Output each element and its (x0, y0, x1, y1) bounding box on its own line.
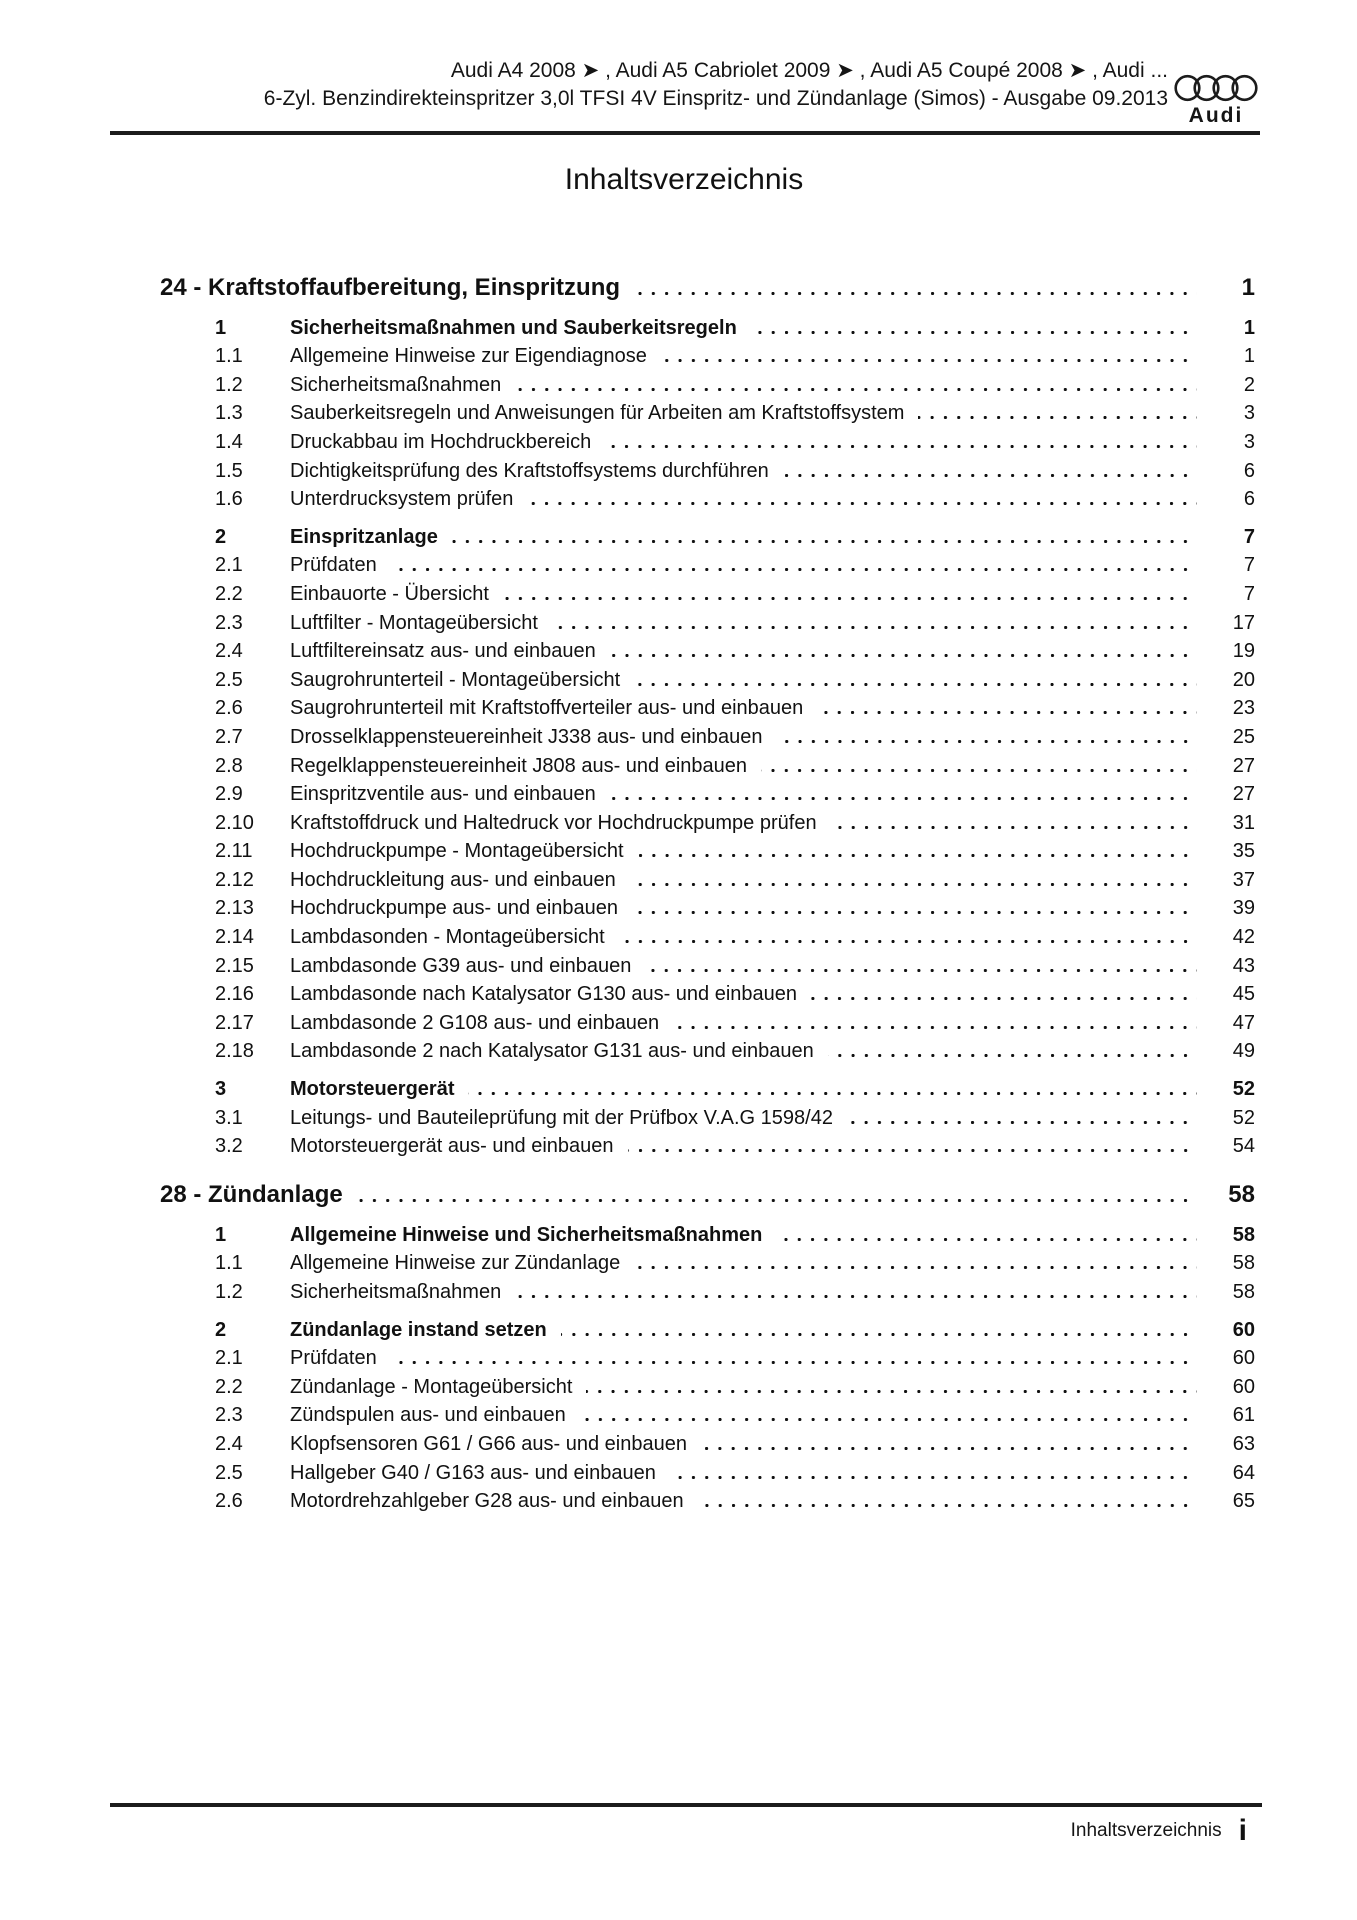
dot-leader (628, 1149, 1197, 1152)
toc-chapter-row (113, 269, 1255, 302)
header-rule (110, 131, 1260, 135)
dot-leader (391, 1361, 1197, 1364)
entry-page-number: 6 (1243, 488, 1255, 511)
toc-entry-row (113, 549, 1255, 578)
entry-page-number: 1 (1243, 345, 1255, 368)
entry-page-number: 3 (1243, 430, 1255, 453)
dot-leader (391, 568, 1197, 571)
entry-title: Unterdrucksystem prüfen (290, 488, 514, 511)
entry-number: 2.6 (215, 697, 243, 720)
toc-entry-row (113, 720, 1255, 749)
entry-page-number: 20 (1232, 668, 1255, 691)
page-title: Inhaltsverzeichnis (564, 163, 804, 196)
entry-title: Sicherheitsmaßnahmen und Sauberkeitsregeln (290, 316, 737, 339)
entry-page-number: 42 (1232, 926, 1255, 949)
entry-title: Drosselklappensteuereinheit J338 aus- und einbauen (290, 725, 763, 748)
chapter-label: 28 - Zündanlage (160, 1181, 343, 1209)
toc-entry-row (113, 1370, 1255, 1399)
toc-entry-row (113, 397, 1255, 426)
audi-logo (1174, 72, 1258, 127)
entry-page-number: 7 (1243, 554, 1255, 577)
entry-number: 2.2 (215, 1375, 243, 1398)
entry-title: Lambdasonden - Montageübersicht (290, 926, 605, 949)
dot-leader (783, 474, 1197, 477)
entry-page-number: 58 (1232, 1281, 1255, 1303)
toc-entry-row (113, 483, 1255, 512)
entry-number: 2.4 (215, 1432, 243, 1455)
chapter-page-number: 1 (1241, 274, 1255, 301)
entry-number: 2.9 (215, 783, 243, 806)
dot-leader (610, 654, 1197, 657)
dot-leader (847, 1121, 1197, 1124)
dot-leader (515, 388, 1197, 391)
entry-page-number: 27 (1232, 754, 1255, 777)
entry-number: 1.2 (215, 373, 243, 396)
entry-number: 2.14 (215, 926, 254, 949)
entry-page-number: 58 (1232, 1223, 1255, 1246)
entry-title: Prüfdaten (290, 1347, 377, 1370)
entry-number: 2.3 (215, 1404, 243, 1427)
dot-leader (503, 597, 1197, 600)
entry-title: Allgemeine Hinweise zur Zündanlage (290, 1252, 621, 1275)
entry-title: Zündspulen aus- und einbauen (290, 1404, 566, 1427)
toc-entry-row (113, 1101, 1255, 1130)
dot-leader (527, 502, 1197, 505)
entry-title: Lambdasonde G39 aus- und einbauen (290, 954, 632, 977)
dot-leader (515, 1295, 1197, 1298)
entry-title: Druckabbau im Hochdruckbereich (290, 430, 592, 453)
dot-leader (561, 1333, 1197, 1336)
dot-leader (634, 292, 1197, 295)
entry-title: Regelklappensteuereinheit J808 aus- und einbauen (290, 754, 748, 777)
page-footer (1071, 1816, 1247, 1846)
entry-title: Hochdruckpumpe - Montageübersicht (290, 840, 624, 863)
toc-entry-row (113, 577, 1255, 606)
entry-number: 1 (215, 316, 227, 339)
entry-number: 2.13 (215, 897, 254, 920)
entry-title: Zündanlage - Montageübersicht (290, 1375, 573, 1398)
dot-leader (638, 854, 1197, 857)
dot-leader (777, 740, 1197, 743)
dot-leader (452, 540, 1197, 543)
page-header (264, 57, 1168, 113)
dot-leader (661, 359, 1197, 362)
toc-entry-row (113, 520, 1255, 549)
dot-leader (619, 940, 1197, 943)
entry-page-number: 58 (1232, 1252, 1255, 1275)
entry-page-number: 1 (1243, 316, 1255, 339)
entry-number: 2.18 (215, 1040, 254, 1063)
entry-number: 2.17 (215, 1011, 254, 1034)
entry-title: Dichtigkeitsprüfung des Kraftstoffsystems durchführen (290, 459, 769, 482)
entry-title: Sauberkeitsregeln und Anweisungen für Arbeiten am Kraftstoffsystem (290, 402, 905, 425)
entry-page-number: 31 (1232, 811, 1255, 834)
entry-page-number: 25 (1232, 725, 1255, 748)
entry-number: 2.6 (215, 1490, 243, 1513)
toc-entry-row (113, 1399, 1255, 1428)
entry-page-number: 60 (1232, 1318, 1255, 1341)
dot-leader (634, 1266, 1197, 1269)
entry-number: 2.10 (215, 811, 254, 834)
dot-leader (552, 626, 1197, 629)
dot-leader (468, 1092, 1197, 1095)
entry-title: Lambdasonde 2 G108 aus- und einbauen (290, 1011, 660, 1034)
entry-page-number: 52 (1232, 1078, 1255, 1101)
toc-entry-row (113, 749, 1255, 778)
toc-entry-row (113, 949, 1255, 978)
entry-title: Allgemeine Hinweise und Sicherheitsmaßnahmen (290, 1223, 763, 1246)
entry-page-number: 52 (1232, 1106, 1255, 1129)
toc-entry-row (113, 1456, 1255, 1485)
entry-page-number: 60 (1232, 1347, 1255, 1370)
audi-wordmark: Audi (1188, 104, 1244, 127)
audi-rings-icon (1174, 72, 1258, 104)
toc-entry-row (113, 1313, 1255, 1342)
toc-entry-row (113, 978, 1255, 1007)
entry-number: 2 (215, 1318, 227, 1341)
toc-entry-row (113, 1035, 1255, 1064)
dot-leader (673, 1026, 1197, 1029)
entry-page-number: 7 (1243, 582, 1255, 605)
toc-entry-row (113, 1275, 1255, 1304)
dot-leader (586, 1390, 1197, 1393)
entry-number: 2.5 (215, 1461, 243, 1484)
toc-entry-row (113, 425, 1255, 454)
chapter-label: 24 - Kraftstoffaufbereitung, Einspritzung (160, 274, 621, 301)
entry-number: 1.3 (215, 402, 243, 425)
entry-page-number: 35 (1232, 840, 1255, 863)
toc-entry-row (113, 1247, 1255, 1276)
entry-page-number: 23 (1232, 697, 1255, 720)
entry-number: 2.8 (215, 754, 243, 777)
entry-page-number: 64 (1232, 1461, 1255, 1484)
entry-page-number: 63 (1232, 1432, 1255, 1455)
entry-title: Hochdruckleitung aus- und einbauen (290, 868, 616, 891)
toc-entry-row (113, 1218, 1255, 1247)
entry-number: 1.4 (215, 430, 243, 453)
entry-number: 1.6 (215, 488, 243, 511)
entry-page-number: 45 (1232, 983, 1255, 1006)
entry-page-number: 65 (1232, 1490, 1255, 1513)
dot-leader (580, 1418, 1197, 1421)
entry-page-number: 37 (1232, 868, 1255, 891)
entry-title: Motordrehzahlgeber G28 aus- und einbauen (290, 1490, 684, 1513)
toc-entry-row (113, 692, 1255, 721)
dot-leader (670, 1476, 1197, 1479)
header-subtitle-line: 6-Zyl. Benzindirekteinspritzer 3,0l TFSI 4V Einspritz- und Zündanlage (Simos) - Ausgabe 09.2013 (263, 87, 1168, 110)
toc-entry-row (113, 835, 1255, 864)
entry-title: Lambdasonde 2 nach Katalysator G131 aus- und einbauen (290, 1040, 814, 1063)
dot-leader (811, 997, 1197, 1000)
entry-page-number: 6 (1243, 459, 1255, 482)
entry-title: Klopfsensoren G61 / G66 aus- und einbauen (290, 1432, 687, 1455)
dot-leader (828, 1054, 1197, 1057)
entry-title: Saugrohrunterteil mit Kraftstoffverteiler aus- und einbauen (290, 697, 804, 720)
entry-number: 1.1 (215, 345, 243, 368)
entry-page-number: 17 (1232, 611, 1255, 634)
toc-entry-row (113, 1006, 1255, 1035)
entry-number: 3 (215, 1078, 227, 1101)
dot-leader (751, 331, 1197, 334)
entry-page-number: 27 (1232, 783, 1255, 806)
toc-entry-row (113, 778, 1255, 807)
entry-page-number: 61 (1232, 1404, 1255, 1427)
entry-title: Hallgeber G40 / G163 aus- und einbauen (290, 1461, 656, 1484)
entry-number: 2.16 (215, 983, 254, 1006)
toc-entry-row (113, 368, 1255, 397)
header-models-line: Audi A4 2008 ➤ , Audi A5 Cabriolet 2009 ➤ , Audi A5 Coupé 2008 ➤ , Audi ... (450, 59, 1168, 82)
entry-title: Prüfdaten (290, 554, 377, 577)
footer-page-number: i (1238, 1814, 1247, 1847)
toc-chapter-row (113, 1176, 1255, 1209)
footer-label: Inhaltsverzeichnis (1070, 1820, 1222, 1841)
dot-leader (357, 1199, 1197, 1202)
entry-title: Einspritzanlage (290, 525, 438, 548)
entry-page-number: 60 (1232, 1375, 1255, 1398)
entry-number: 2.4 (215, 640, 243, 663)
entry-number: 3.1 (215, 1106, 243, 1129)
toc-entry-row (113, 1485, 1255, 1514)
entry-title: Luftfiltereinsatz aus- und einbauen (290, 640, 596, 663)
entry-number: 2 (215, 525, 227, 548)
toc-entry-row (113, 863, 1255, 892)
dot-leader (605, 445, 1197, 448)
toc (113, 251, 1255, 1513)
entry-title: Zündanlage instand setzen (290, 1318, 547, 1341)
entry-page-number: 49 (1232, 1040, 1255, 1063)
entry-title: Sicherheitsmaßnahmen (290, 1281, 502, 1303)
entry-title: Sicherheitsmaßnahmen (290, 373, 502, 396)
toc-entry-row (113, 606, 1255, 635)
entry-number: 2.3 (215, 611, 243, 634)
entry-title: Lambdasonde nach Katalysator G130 aus- und einbauen (290, 983, 798, 1006)
dot-leader (701, 1447, 1197, 1450)
toc-entry-row (113, 1130, 1255, 1159)
entry-title: Saugrohrunterteil - Montageübersicht (290, 668, 621, 691)
entry-title: Hochdruckpumpe aus- und einbauen (290, 897, 618, 920)
dot-leader (632, 911, 1197, 914)
entry-number: 2.15 (215, 954, 254, 977)
toc-entry-row (113, 806, 1255, 835)
dot-leader (634, 683, 1197, 686)
entry-number: 1 (215, 1223, 227, 1246)
toc-entry-row (113, 920, 1255, 949)
entry-number: 2.5 (215, 668, 243, 691)
dot-leader (610, 797, 1197, 800)
entry-page-number: 54 (1232, 1135, 1255, 1158)
toc-entry-row (113, 1342, 1255, 1371)
dot-leader (630, 883, 1197, 886)
chapter-page-number: 58 (1228, 1181, 1255, 1209)
entry-page-number: 19 (1232, 640, 1255, 663)
footer-rule (110, 1803, 1262, 1807)
entry-page-number: 47 (1232, 1011, 1255, 1034)
entry-title: Luftfilter - Montageübersicht (290, 611, 538, 634)
entry-number: 2.1 (215, 1347, 243, 1370)
entry-title: Leitungs- und Bauteileprüfung mit der Prüfbox V.A.G 1598/42 (290, 1106, 833, 1129)
dot-leader (831, 826, 1197, 829)
entry-number: 2.11 (215, 840, 253, 863)
entry-title: Kraftstoffdruck und Haltedruck vor Hochdruckpumpe prüfen (290, 811, 817, 834)
entry-page-number: 2 (1243, 373, 1255, 396)
entry-number: 2.1 (215, 554, 243, 577)
entry-page-number: 7 (1243, 525, 1255, 548)
entry-title: Motorsteuergerät (290, 1078, 455, 1101)
dot-leader (817, 711, 1197, 714)
toc-entry-row (113, 454, 1255, 483)
entry-page-number: 3 (1243, 402, 1255, 425)
toc-entry-row (113, 340, 1255, 369)
toc-entry-row (113, 663, 1255, 692)
toc-entry-row (113, 1072, 1255, 1101)
entry-number: 2.2 (215, 582, 243, 605)
dot-leader (761, 769, 1197, 772)
entry-title: Einbauorte - Übersicht (290, 582, 489, 605)
dot-leader (645, 969, 1197, 972)
entry-number: 2.12 (215, 868, 254, 891)
toc-entry-row (113, 311, 1255, 340)
entry-number: 1.1 (215, 1252, 243, 1275)
entry-title: Motorsteuergerät aus- und einbauen (290, 1135, 614, 1158)
toc-entry-row (113, 1427, 1255, 1456)
toc-entry-row (113, 635, 1255, 664)
entry-title: Einspritzventile aus- und einbauen (290, 783, 596, 806)
entry-number: 1.2 (215, 1281, 243, 1303)
entry-number: 2.7 (215, 725, 243, 748)
dot-leader (698, 1504, 1197, 1507)
entry-number: 3.2 (215, 1135, 243, 1158)
dot-leader (918, 416, 1197, 419)
entry-page-number: 43 (1232, 954, 1255, 977)
dot-leader (776, 1238, 1197, 1241)
entry-page-number: 39 (1232, 897, 1255, 920)
entry-title: Allgemeine Hinweise zur Eigendiagnose (290, 345, 647, 368)
toc-entry-row (113, 892, 1255, 921)
entry-number: 1.5 (215, 459, 243, 482)
